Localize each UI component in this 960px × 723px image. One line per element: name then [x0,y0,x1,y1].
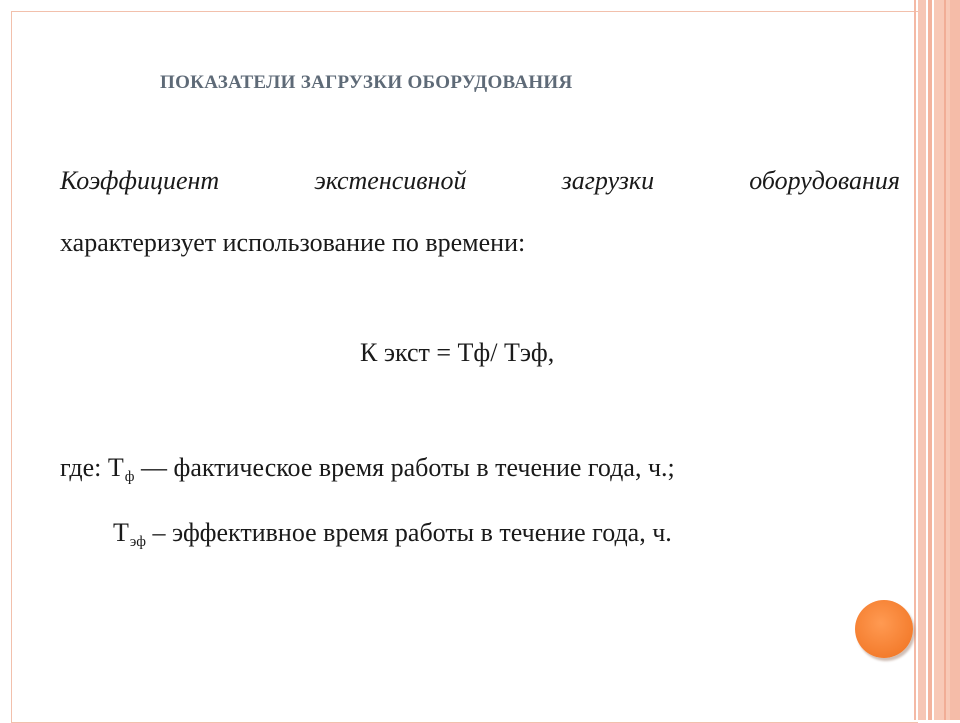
slide-title: ПОКАЗАТЕЛИ ЗАГРУЗКИ ОБОРУДОВАНИЯ [160,72,573,93]
decorative-stripes [914,0,960,720]
stripe [918,0,926,720]
definition-line-1 [60,168,900,194]
stripe [944,0,946,720]
where-line-actual-time [60,453,675,485]
definition-word: Коэффициент [60,166,220,195]
definition-line-2: характеризует использование по времени: [60,228,526,257]
definition-word: загрузки [561,166,655,195]
subscript: эф [129,534,146,550]
slide-frame [11,11,918,723]
subscript: ф [124,469,135,485]
where-prefix: где: Т [60,453,124,482]
where-text: — фактическое время работы в течение года, ч.; [134,453,675,482]
stripe [950,0,960,720]
orange-circle-decoration [855,600,913,658]
where-line-effective-time [113,518,672,550]
definition-word: экстенсивной [314,166,467,195]
effective-text: – эффективное время работы в течение года, ч. [145,518,672,547]
stripe [928,0,932,720]
effective-prefix: Т [113,518,129,547]
definition-word: оборудования [749,166,900,195]
stripe [914,0,916,720]
formula: К экст = Тф/ Тэф, [360,338,555,367]
